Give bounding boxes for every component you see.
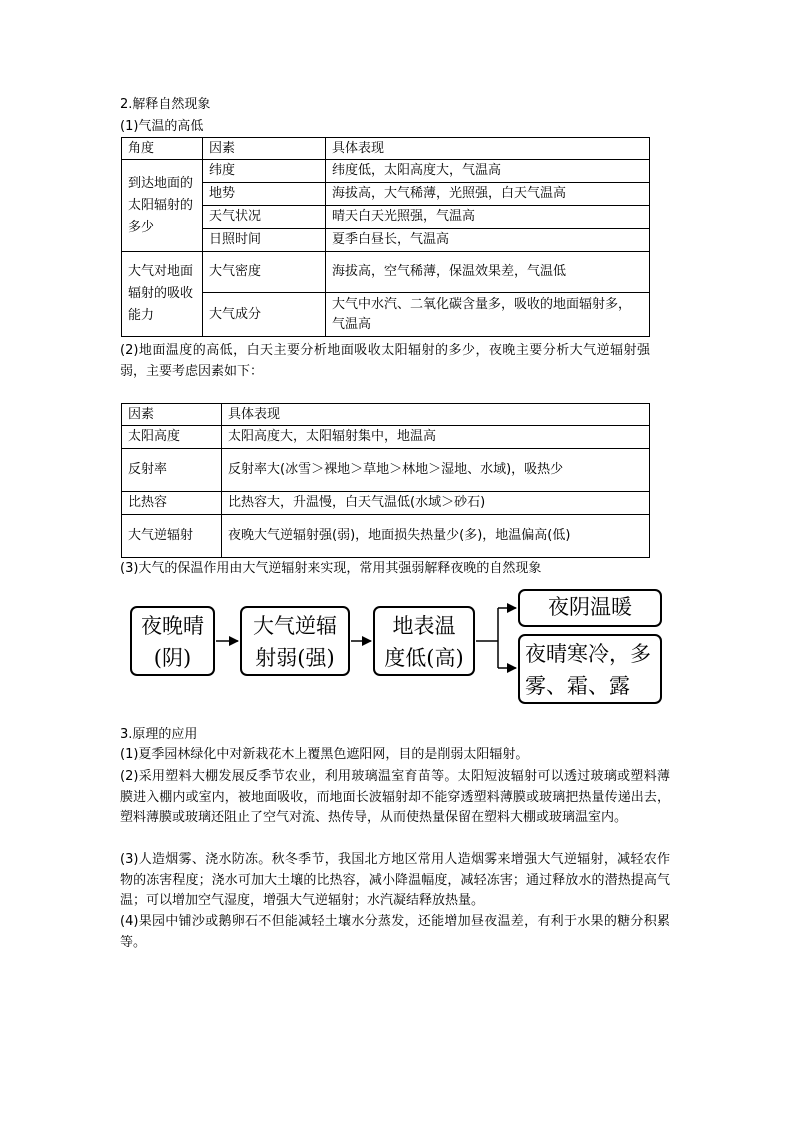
- table-header-cell: 角度: [122, 138, 203, 160]
- factor-cell: 天气状况: [203, 206, 326, 229]
- factor-cell: 地势: [203, 183, 326, 206]
- desc-cell: 海拔高，空气稀薄，保温效果差，气温低: [326, 252, 650, 293]
- desc-cell: 太阳高度大，太阳辐射集中，地温高: [222, 426, 650, 449]
- subheading-air-temperature: (1)气温的高低: [120, 119, 204, 134]
- factor-cell: 太阳高度: [122, 426, 222, 449]
- factor-cell: 反射率: [122, 449, 222, 492]
- group-cell-absorption: 大气对地面辐射的吸收能力: [122, 252, 203, 337]
- table-header-cell: 因素: [122, 404, 222, 426]
- desc-cell: 夏季白昼长，气温高: [326, 229, 650, 252]
- flow-box-cloudy-warm: 夜阴温暖: [518, 589, 662, 627]
- group-cell-solar-radiation: 到达地面的太阳辐射的多少: [122, 160, 203, 252]
- desc-cell: 大气中水汽、二氧化碳含量多，吸收的地面辐射多，气温高: [326, 293, 650, 337]
- desc-cell: 海拔高，大气稀薄，光照强，白天气温高: [326, 183, 650, 206]
- desc-cell: 反射率大(冰雪＞裸地＞草地＞林地＞湿地、水域)，吸热少: [222, 449, 650, 492]
- subheading-insulation: (3)大气的保温作用由大气逆辐射来实现，常用其强弱解释夜晚的自然现象: [120, 561, 542, 576]
- subheading-ground-temperature: (2)地面温度的高低，白天主要分析地面吸收太阳辐射的多少，夜晚主要分析大气逆辐射强弱，主要考虑因素如下：: [120, 343, 650, 379]
- desc-cell: 夜晚大气逆辐射强(弱)，地面损失热量少(多)，地温偏高(低): [222, 515, 650, 558]
- table-header-cell: 具体表现: [222, 404, 650, 426]
- paragraph: (2)采用塑料大棚发展反季节农业，利用玻璃温室育苗等。太阳短波辐射可以透过玻璃或塑料薄膜进入棚内或室内，被地面吸收，而地面长波辐射却不能穿透塑料薄膜或玻璃把热量传递出去，塑料薄膜或玻璃还阻止了空气对流、热传导，从而使热量保留在塑料大棚或玻璃温室内。: [120, 769, 670, 825]
- desc-cell: 比热容大，升温慢，白天气温低(水域＞砂石): [222, 492, 650, 515]
- flow-box-line: 射弱(强): [255, 646, 335, 670]
- flow-box-line: 夜晴寒冷，多: [525, 642, 651, 666]
- paragraph: (4)果园中铺沙或鹅卵石不但能减轻土壤水分蒸发，还能增加昼夜温差，有利于水果的糖分积累等。: [120, 914, 670, 950]
- factor-cell: 纬度: [203, 160, 326, 183]
- factor-cell: 比热容: [122, 492, 222, 515]
- flow-box-line: 度低(高): [384, 646, 464, 670]
- table-header-cell: 具体表现: [326, 138, 650, 160]
- factor-cell: 日照时间: [203, 229, 326, 252]
- factor-cell: 大气逆辐射: [122, 515, 222, 558]
- flow-box-line: 夜晚晴: [141, 614, 204, 638]
- desc-cell: 纬度低，太阳高度大，气温高: [326, 160, 650, 183]
- section-heading: 3.原理的应用: [120, 727, 198, 742]
- flow-box-line: 雾、霜、露: [525, 674, 630, 698]
- factor-cell: 大气成分: [203, 293, 326, 337]
- flow-box-line: 大气逆辐: [253, 614, 337, 638]
- factor-cell: 大气密度: [203, 252, 326, 293]
- section-heading: 2.解释自然现象: [120, 97, 211, 112]
- paragraph: (1)夏季园林绿化中对新栽花木上覆黑色遮阳网，目的是削弱太阳辐射。: [120, 747, 529, 762]
- flow-box-line: (阴): [153, 646, 192, 670]
- table-header-cell: 因素: [203, 138, 326, 160]
- paragraph: (3)人造烟雾、浇水防冻。秋冬季节，我国北方地区常用人造烟雾来增强大气逆辐射，减轻农作物的冻害程度；浇水可加大土壤的比热容，减小降温幅度，减轻冻害；通过释放水的潜热提高气温；可以增加空气湿度，增强大气逆辐射；水汽凝结释放热量。: [120, 852, 670, 908]
- flow-box-line: 地表温: [392, 614, 456, 638]
- desc-cell: 晴天白天光照强，气温高: [326, 206, 650, 229]
